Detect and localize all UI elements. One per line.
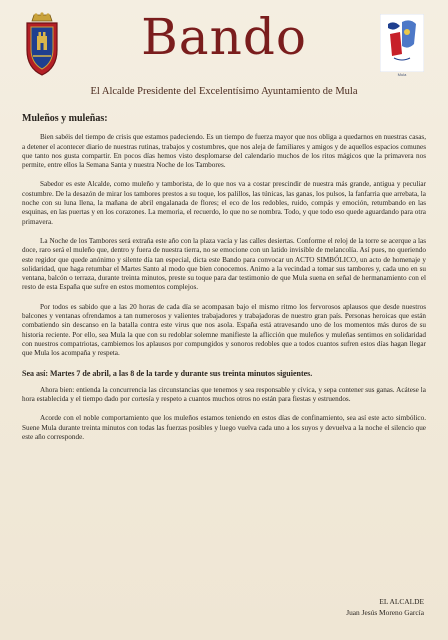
signature-name: Juan Jesús Moreno García	[346, 608, 424, 617]
signature-block	[346, 596, 424, 618]
paragraph-3: La Noche de los Tambores será extraña este año con la plaza vacía y las calles desiertas. Conforme el reloj de la torre se acerque a las doce, raro será el muleño que, dentro y fuera de nuestra tierra, no se emocione con un latido invisible de melancolía. Así pues, no queriendo este regidor que quede anónimo y silente día tan especial, dicta este Bando para convocar un ACTO SIMBÓLICO, un acto de homenaje y solidaridad, que haga retumbar el Martes Santo al modo que bien conocemos. Animo a la vecindad a tomar sus tambores y, cada uno en su ventana, balcón o terraza, durante treinta minutos, preste su toque para dar testimonio de que Mula suena en señal de hermanamiento con el resto de esta España que sufre en estos momentos complejos.	[22, 236, 426, 292]
logo-caption: Mula	[397, 72, 407, 77]
event-logo-icon	[380, 14, 424, 72]
closing-paragraph-1: Ahora bien: entienda la concurrencia las circunstancias que tenemos y sea responsable y cívica, y sepa contener sus ganas. Acátese la hora establecida y el tiempo dado por cortesía y respeto a cuantos muchos otros no están para fiestas y estruendos.	[22, 385, 426, 404]
paragraph-1: Bien sabéis del tiempo de crisis que estamos padeciendo. Es un tiempo de fuerza mayor que nos obliga a quedarnos en nuestras casas, a detener el acontecer diario de nuestras rutinas, trabajos y costumbres, que nos aleja de familiares y amigos y de aquellos espacios comunes que tanto nos gusta compartir. En pocos días hemos visto desplomarse del calendario muchos de los ritos mágicos que la primavera nos permite, entre ellos la Semana Santa y nuestra Noche de los Tambores.	[22, 133, 426, 170]
signature-role: EL ALCALDE	[379, 597, 424, 606]
paragraph-4: Por todos es sabido que a las 20 horas de cada día se acompasan bajo el mismo ritmo los fervorosos aplausos que desde nuestros balcones y ventanas ofrendamos a tan numerosos y valientes trabajadores y trabajadoras de nuestro gran país. Personas heroicas que están combatiendo sin descanso en la batalla contra este virus que nos asola. España está atravesando uno de los momentos más duros de su historia reciente. Por ello, sea Mula la que con su redoblar solemne manifieste la aflicción que muleños y muleñas sentimos en solidaridad con nuestros compatriotas, cambiemos los aplausos por compungidos y sonoros redobles que a todos cuantos sufren estos días hagan llegar que Mula los acompaña y respeta.	[22, 302, 426, 358]
document-subtitle: El Alcalde Presidente del Excelentísimo Ayuntamiento de Mula	[90, 86, 358, 97]
announcement-line: Sea así: Martes 7 de abril, a las 8 de la tarde y durante sus treinta minutos siguientes.	[22, 368, 313, 378]
salutation-heading: Muleños y muleñas:	[22, 113, 108, 124]
document-body	[22, 114, 426, 452]
paragraph-2: Sabedor es este Alcalde, como muleño y tamborista, de lo que nos va a costar prescindir de nuestra más grande, antigua y peculiar costumbre. De la desazón de mirar los tambores prestos a su toque, los palillos, las túnicas, las ganas, los pulsos, la fanfarria que arrebata, la noche con su luna llena, la mañana de abril engalanada de flores; el eco de los redobles, ruido, compás y emoción, retumbando en las esquinas, en las puertas y en los corazones. La memoria, el recuerdo, lo que no se nombra. Todo, y que todo eso quede aguardando para otra primavera.	[22, 180, 426, 226]
closing-paragraph-2: Acorde con el noble comportamiento que los muleños estamos teniendo en estos días de confinamiento, sea así este acto simbólico. Suene Mula durante treinta minutos con todas las fuerzas posibles y luego vuelva cada uno a los suyos y devuelva a la noche el silencio que este año corresponde.	[22, 414, 426, 442]
document-title: Bando	[141, 8, 307, 66]
